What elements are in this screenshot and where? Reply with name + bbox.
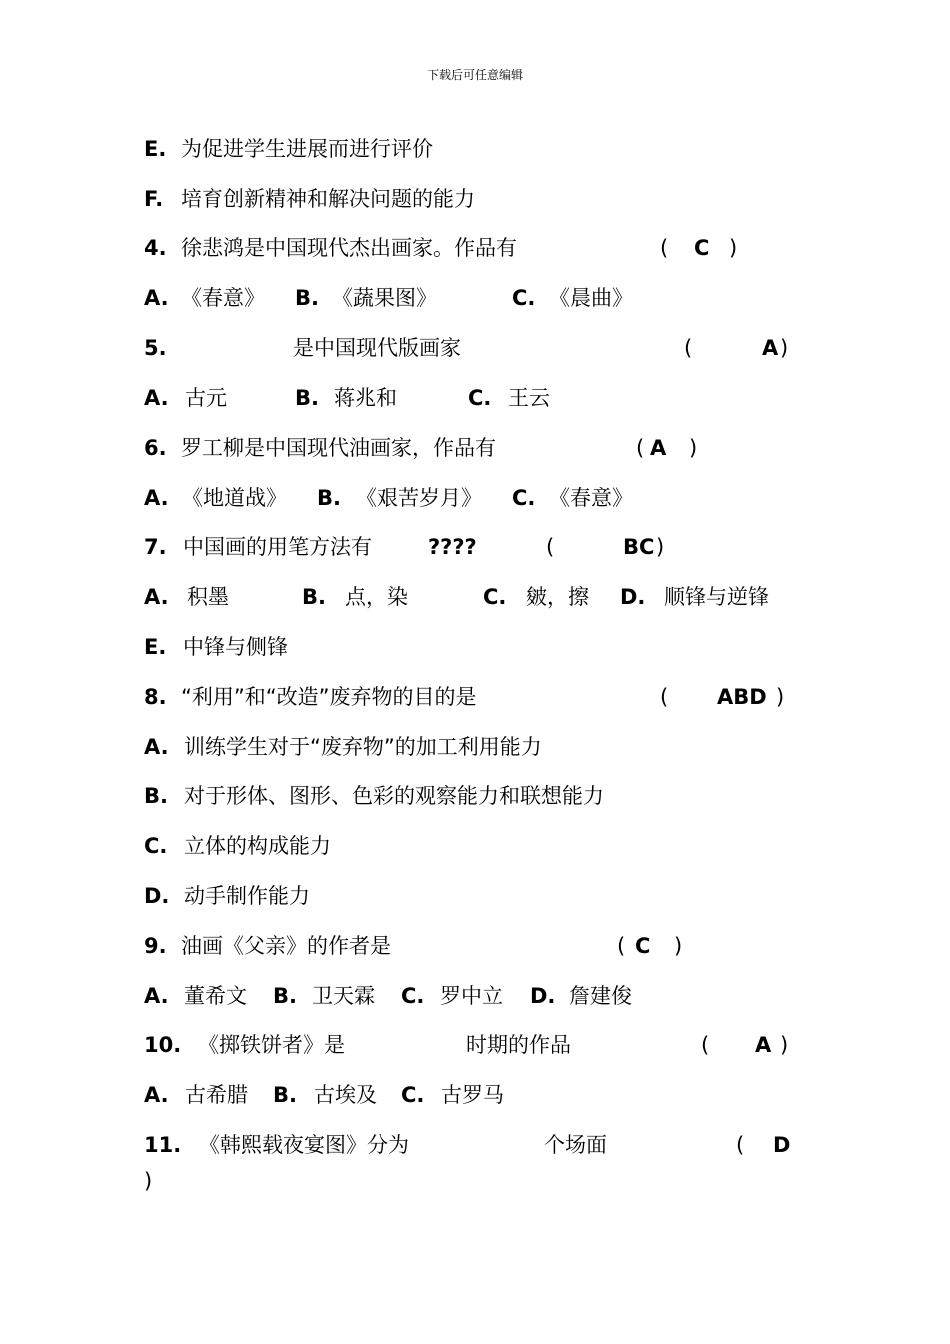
paren-open: ( [617,934,626,958]
question-text: 是中国现代版画家 [293,336,461,360]
option-text: 皴，擦 [526,585,589,609]
question-number: 11. [144,1133,182,1157]
option-text: 训练学生对于“废弃物”的加工利用能力 [184,735,542,759]
option-key: D. [530,984,556,1008]
answer: C [694,236,710,260]
option-text: 古希腊 [185,1083,248,1107]
question-text: 《韩熙载夜宴图》分为 [199,1133,409,1157]
option-key: A. [144,735,169,759]
paren-open: ( [660,685,669,709]
option-text: 立体的构成能力 [184,834,331,858]
paren-close: ) [674,934,683,958]
question-text-2: 个场面 [544,1133,607,1157]
question-text: 《掷铁饼者》是 [198,1033,345,1057]
question-number: 6. [144,436,167,460]
option-key: A. [144,585,169,609]
question-text-2: 时期的作品 [466,1033,571,1057]
answer: BC [623,535,655,559]
paren-open: ( [736,1133,745,1157]
question-number: 9. [144,934,167,958]
option-key: E. [144,635,167,659]
answer: A [755,1033,772,1057]
paren-close: ) [689,436,698,460]
question-number: 4. [144,236,167,260]
option-key: F. [144,187,164,211]
option-text: 古埃及 [314,1083,377,1107]
option-text: 《春意》 [549,486,633,510]
option-text: 董希文 [184,984,247,1008]
option-key: B. [273,984,297,1008]
option-key: C. [401,984,425,1008]
paren-open: ( [546,535,555,559]
paren-open: ( [684,336,693,360]
question-number: 5. [144,336,167,360]
option-text: 培育创新精神和解决问题的能力 [181,187,475,211]
option-key: B. [302,585,326,609]
option-text: 《艰苦岁月》 [356,486,482,510]
question-number: 7. [144,535,167,559]
option-key: A. [144,386,169,410]
option-text: 顺锋与逆锋 [664,585,769,609]
option-key: B. [295,286,319,310]
option-key: C. [483,585,507,609]
option-text: 古罗马 [441,1083,504,1107]
question-text: 油画《父亲》的作者是 [181,934,391,958]
option-text: 王云 [508,386,550,410]
option-key: C. [144,834,168,858]
question-marks: ???? [428,535,477,559]
question-number: 8. [144,685,167,709]
option-text: 积墨 [187,585,229,609]
option-text: 动手制作能力 [184,884,310,908]
option-text: 蒋兆和 [334,386,397,410]
question-text: 徐悲鸿是中国现代杰出画家。作品有 [181,236,517,260]
option-text: 罗中立 [440,984,503,1008]
option-key: C. [512,286,536,310]
option-key: A. [144,1083,169,1107]
answer: C [635,934,651,958]
option-key: B. [295,386,319,410]
option-text: 詹建俊 [569,984,632,1008]
option-key: B. [144,784,168,808]
option-key: B. [273,1083,297,1107]
option-text: 卫天霖 [312,984,375,1008]
paren-close: ) [729,236,738,260]
option-text: 点，染 [345,585,408,609]
answer: ABD [717,685,767,709]
option-key: A. [144,486,169,510]
paren-open: ( [636,436,645,460]
paren-close: ) [780,336,789,360]
paren-close: ) [776,685,785,709]
answer: A [762,336,779,360]
page-header: 下载后可任意编辑 [426,68,523,82]
answer: A [650,436,667,460]
option-key: D. [620,585,646,609]
option-key: E. [144,137,167,161]
option-key: C. [468,386,492,410]
option-text: 《地道战》 [182,486,287,510]
option-text: 中锋与侧锋 [183,635,288,659]
paren-close: ) [656,535,665,559]
option-text: 《蔬果图》 [332,286,437,310]
option-key: A. [144,286,169,310]
question-text: “利用”和“改造”废弃物的目的是 [181,685,477,709]
option-text: 《春意》 [181,286,265,310]
question-number: 10. [144,1033,182,1057]
option-key: C. [401,1083,425,1107]
option-key: C. [512,486,536,510]
option-text: 古元 [185,386,227,410]
answer: D [773,1133,791,1157]
paren-close: ) [780,1033,789,1057]
paren-close: ) [144,1169,153,1193]
paren-open: ( [701,1033,710,1057]
option-text: 为促进学生进展而进行评价 [181,137,433,161]
option-key: B. [317,486,341,510]
paren-open: ( [660,236,669,260]
option-text: 对于形体、图形、色彩的观察能力和联想能力 [184,784,604,808]
option-text: 《晨曲》 [549,286,633,310]
question-text: 罗工柳是中国现代油画家，作品有 [181,436,496,460]
option-key: A. [144,984,169,1008]
question-text: 中国画的用笔方法有 [183,535,372,559]
option-key: D. [144,884,170,908]
